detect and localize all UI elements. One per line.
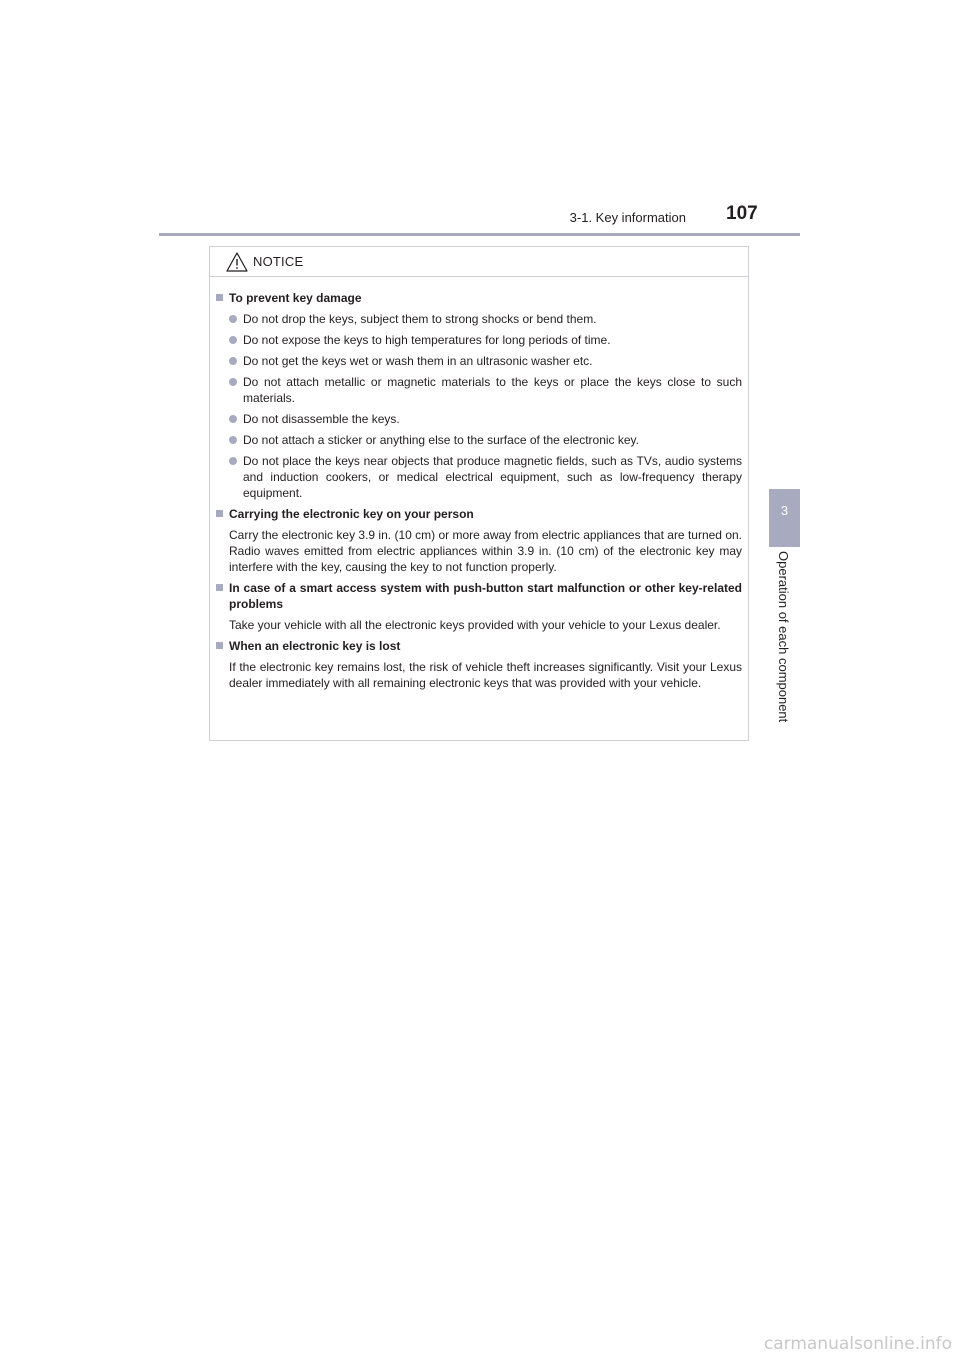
section-title — [216, 506, 742, 522]
notice-box — [209, 246, 749, 741]
header-rule — [159, 233, 800, 236]
section-title-text: In case of a smart access system with push-button start malfunction or other key-related problems — [229, 581, 742, 611]
bullet-item — [229, 453, 742, 501]
section-title-text: Carrying the electronic key on your person — [229, 507, 474, 521]
bullet-text: Do not attach metallic or magnetic materials to the keys or place the keys close to such materials. — [243, 375, 742, 405]
round-bullet-icon — [229, 315, 237, 323]
round-bullet-icon — [229, 457, 237, 465]
square-bullet-icon — [216, 642, 223, 649]
square-bullet-icon — [216, 584, 223, 591]
square-bullet-icon — [216, 510, 223, 517]
chapter-label: Operation of each component — [776, 551, 791, 723]
round-bullet-icon — [229, 378, 237, 386]
bullet-item — [229, 353, 742, 369]
round-bullet-icon — [229, 436, 237, 444]
bullet-text: Do not drop the keys, subject them to strong shocks or bend them. — [243, 312, 597, 326]
notice-section — [216, 290, 742, 501]
notice-section — [216, 638, 742, 691]
section-paragraph: Carry the electronic key 3.9 in. (10 cm) or more away from electric appliances that are turned on. Radio waves emitted from electric appliances within 3.9 in. (10 cm) of the electronic key may interfere with the key, causing the key to not function properly. — [229, 528, 742, 574]
round-bullet-icon — [229, 357, 237, 365]
section-title — [216, 290, 742, 306]
notice-section — [216, 580, 742, 633]
page-number: 107 — [726, 203, 758, 224]
round-bullet-icon — [229, 336, 237, 344]
bullet-item — [229, 311, 742, 327]
round-bullet-icon — [229, 415, 237, 423]
chapter-tab-number: 3 — [780, 503, 789, 518]
section-title — [216, 638, 742, 654]
header-section-title: 3-1. Key information — [569, 210, 686, 225]
watermark: carmanualsonline.info — [763, 1334, 952, 1354]
bullet-text: Do not expose the keys to high temperatures for long periods of time. — [243, 333, 611, 347]
section-paragraph: Take your vehicle with all the electronic keys provided with your vehicle to your Lexus dealer. — [229, 618, 721, 632]
chapter-tab — [769, 489, 800, 547]
warning-triangle-icon — [226, 252, 248, 272]
section-title-text: To prevent key damage — [229, 291, 362, 305]
bullet-text: Do not place the keys near objects that produce magnetic fields, such as TVs, audio systems and induction cookers, or medical electrical equipment, such as low-frequency therapy equipment. — [243, 454, 742, 500]
square-bullet-icon — [216, 294, 223, 301]
notice-header — [210, 247, 748, 277]
bullet-item — [229, 432, 742, 448]
section-paragraph: If the electronic key remains lost, the risk of vehicle theft increases significantly. Visit your Lexus dealer immediately with all remaining electronic keys that was provided with your vehicle. — [229, 660, 742, 690]
bullet-item — [229, 411, 742, 427]
bullet-text: Do not disassemble the keys. — [243, 412, 400, 426]
bullet-text: Do not attach a sticker or anything else to the surface of the electronic key. — [243, 433, 639, 447]
notice-section — [216, 506, 742, 575]
notice-body — [210, 277, 748, 691]
section-title-text: When an electronic key is lost — [229, 639, 401, 653]
bullet-item — [229, 332, 742, 348]
bullet-item — [229, 374, 742, 406]
notice-label: NOTICE — [253, 254, 304, 269]
section-title — [216, 580, 742, 612]
bullet-text: Do not get the keys wet or wash them in an ultrasonic washer etc. — [243, 354, 593, 368]
